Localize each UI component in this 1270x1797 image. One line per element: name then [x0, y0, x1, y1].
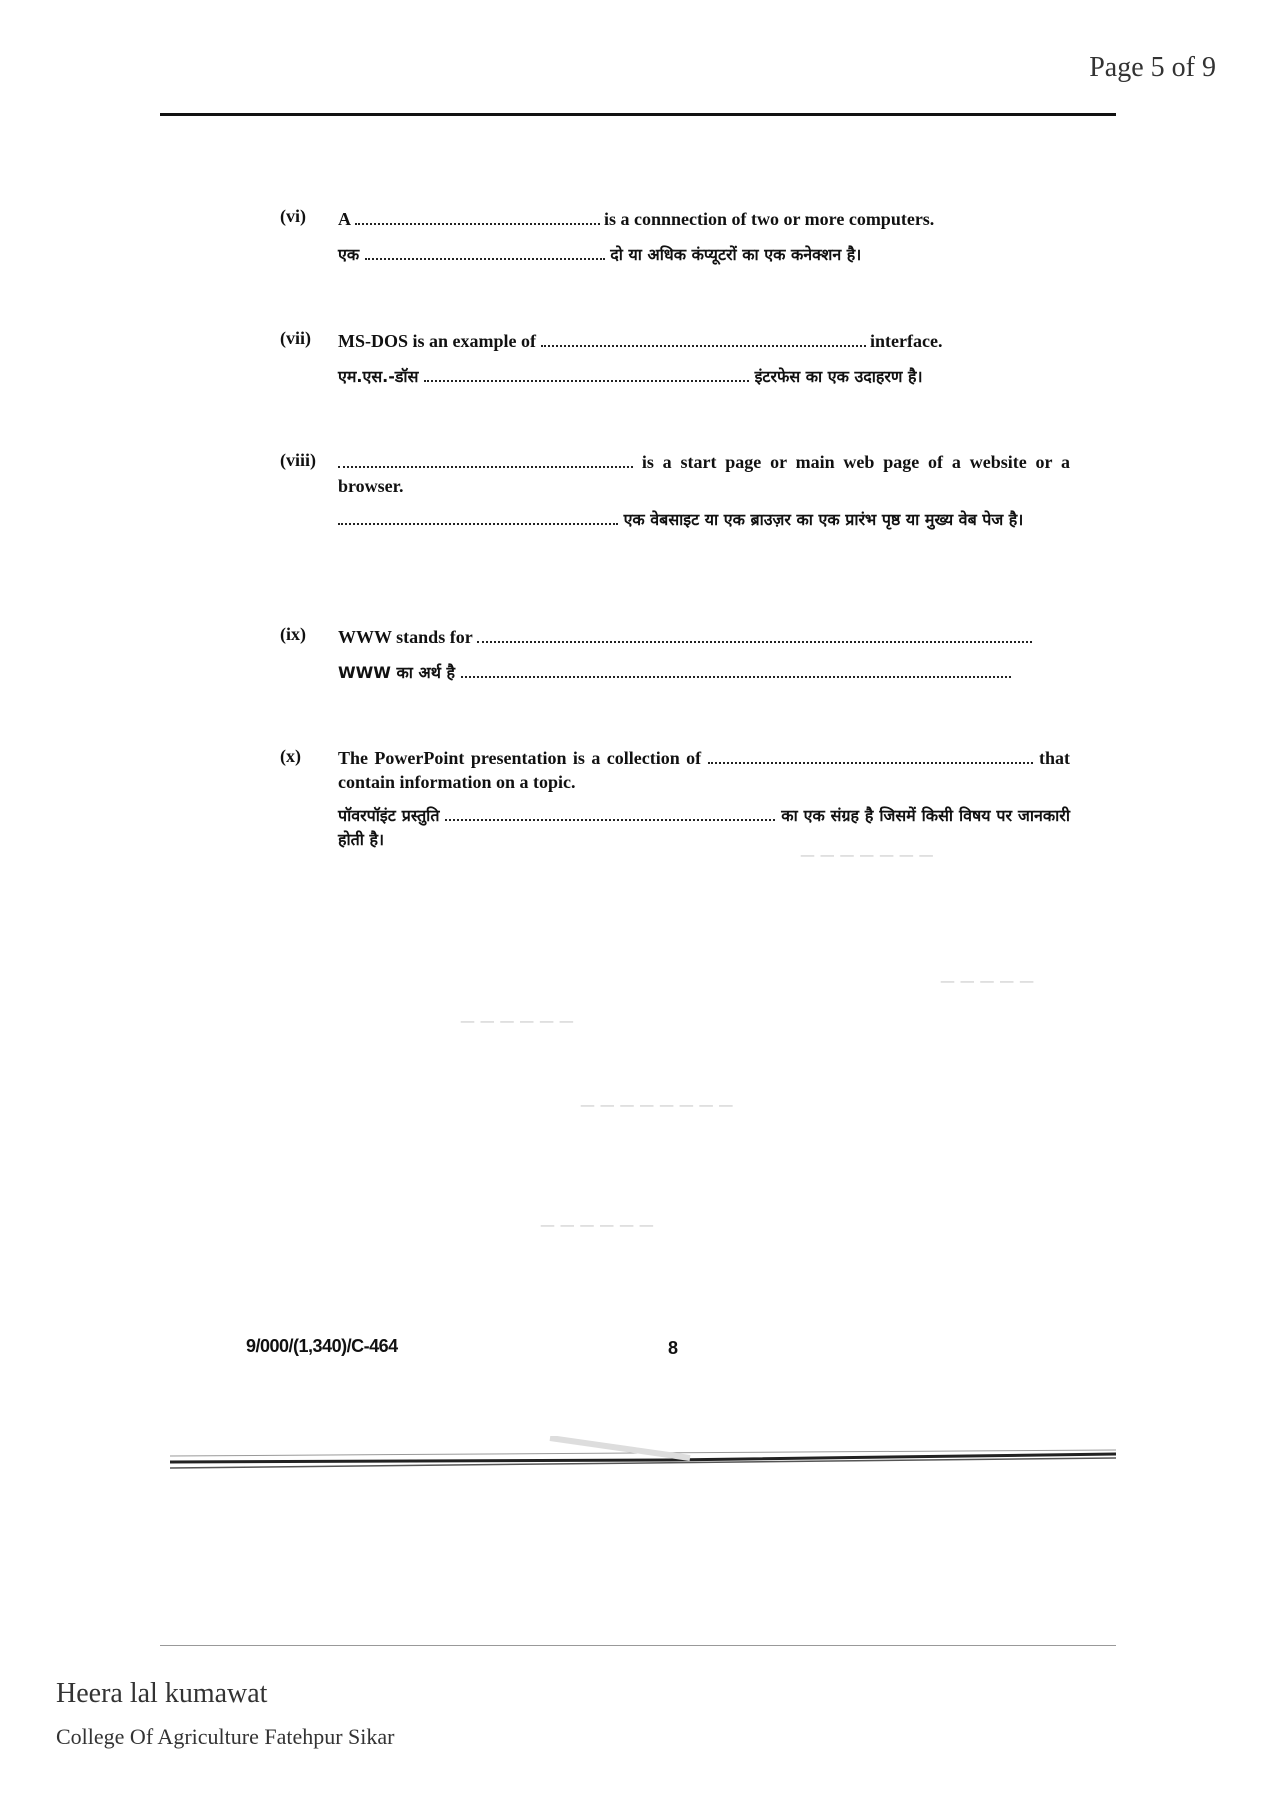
question-number: (vi) — [280, 206, 306, 226]
question-number: (x) — [280, 746, 301, 766]
question-text: that contain information on a topic. — [338, 748, 1070, 792]
scanned-exam-page — [160, 116, 1116, 1476]
question-text: एक — [338, 245, 360, 264]
question-text-hi — [338, 242, 1070, 268]
question-text: A — [338, 209, 351, 229]
question-text: interface. — [870, 331, 943, 351]
question-number: (vii) — [280, 328, 311, 348]
question-text: एम.एस.-डॉस — [338, 367, 419, 386]
answer-blank[interactable] — [338, 509, 618, 525]
page-counter: Page 5 of 9 — [1089, 52, 1216, 83]
bleed-through-mark: — — — — — — [940, 972, 1035, 990]
paper-code: 9/000/(1,340)/C-464 — [246, 1336, 398, 1356]
question-ix — [280, 624, 1070, 686]
question-text: WWW का अर्थ है — [338, 663, 456, 682]
question-text: का एक संग्रह है जिसमें किसी विषय पर जानकारी होती है। — [338, 806, 1070, 849]
bleed-through-mark: — — — — — — — [540, 1216, 654, 1234]
scanned-page-edge — [170, 1436, 1116, 1476]
question-x — [280, 746, 1070, 852]
question-vi — [280, 206, 1070, 268]
answer-blank[interactable] — [541, 331, 866, 347]
question-text: इंटरफेस का एक उदाहरण है। — [754, 367, 923, 386]
bleed-through-mark: — — — — — — — — [800, 846, 934, 864]
college-name: College Of Agriculture Fatehpur Sikar — [56, 1724, 395, 1749]
question-text-en — [338, 328, 1070, 354]
answer-blank[interactable] — [445, 805, 775, 821]
question-text-hi — [338, 804, 1070, 852]
question-number: (ix) — [280, 624, 306, 644]
question-text: WWW stands for — [338, 627, 473, 647]
answer-blank[interactable] — [365, 244, 605, 260]
question-text-en — [338, 746, 1070, 794]
answer-blank[interactable] — [424, 366, 749, 382]
answer-blank[interactable] — [477, 627, 1032, 643]
question-text-hi — [338, 660, 1070, 686]
question-vii — [280, 328, 1070, 390]
question-text: पॉवरपॉइंट प्रस्तुति — [338, 806, 440, 825]
answer-blank[interactable] — [338, 452, 633, 468]
answer-blank[interactable] — [461, 662, 1011, 678]
question-number: (viii) — [280, 450, 316, 470]
answer-blank[interactable] — [355, 209, 600, 225]
question-text: is a connnection of two or more computers. — [604, 209, 935, 229]
question-text-hi — [338, 364, 1070, 390]
question-text-hi — [338, 508, 1070, 532]
question-viii — [280, 450, 1070, 532]
paper-page-number: 8 — [668, 1338, 679, 1358]
question-text-en — [338, 624, 1070, 650]
question-text-en — [338, 206, 1070, 232]
question-text: दो या अधिक कंप्यूटरों का एक कनेक्शन है। — [610, 245, 862, 264]
question-text: is a start page or main web page of a website or a browser. — [338, 452, 1070, 496]
author-name: Heera lal kumawat — [56, 1678, 268, 1709]
bleed-through-mark: — — — — — — — — — [580, 1096, 734, 1114]
bleed-through-mark: — — — — — — — [460, 1012, 574, 1030]
answer-blank[interactable] — [708, 748, 1033, 764]
question-text-en — [338, 450, 1070, 498]
footer-rule — [160, 1645, 1116, 1646]
question-text: MS-DOS is an example of — [338, 331, 536, 351]
question-text: एक वेबसाइट या एक ब्राउज़र का एक प्रारंभ पृष्ठ या मुख्य वेब पेज है। — [623, 510, 1024, 529]
question-text: The PowerPoint presentation is a collection of — [338, 748, 702, 768]
